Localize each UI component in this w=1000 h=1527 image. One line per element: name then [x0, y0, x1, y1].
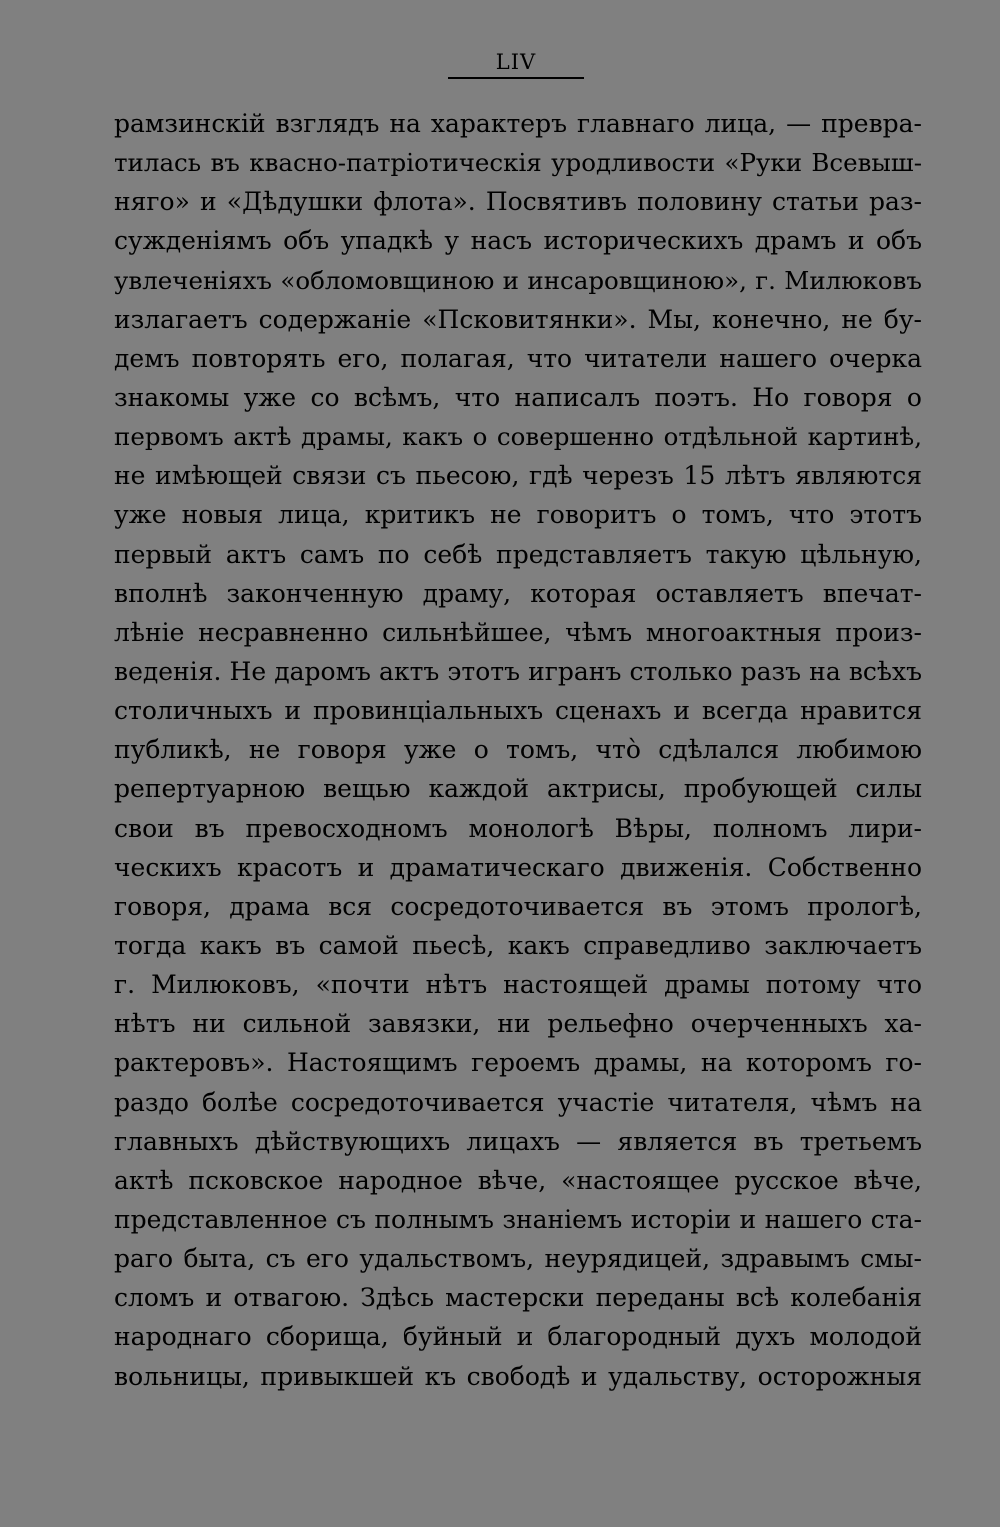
text-line: г. Милюковъ, «почти нѣтъ настоящей драмы потому что: [114, 970, 922, 1000]
header-rule: [448, 77, 584, 79]
text-line: вполнѣ законченную драму, которая оставляетъ впечат-: [114, 578, 922, 608]
text-line: уже новыя лица, критикъ не говоритъ о томъ, что этотъ: [114, 500, 922, 530]
text-line: главныхъ дѣйствующихъ лицахъ — является въ третьемъ: [114, 1126, 922, 1156]
text-line: знакомы уже со всѣмъ, что написалъ поэтъ. Но говоря о: [114, 382, 922, 412]
page-header: [448, 50, 584, 79]
text-line: веденія. Не даромъ актъ этотъ игранъ столько разъ на всѣхъ: [114, 656, 922, 686]
text-line: ческихъ красотъ и драматическаго движенія. Собственно: [114, 852, 922, 882]
text-line: свои въ превосходномъ монологѣ Вѣры, полномъ лири-: [114, 813, 922, 843]
text-line: сломъ и отвагою. Здѣсь мастерски переданы всѣ колебанія: [114, 1283, 922, 1313]
text-line: актѣ псковское народное вѣче, «настоящее русское вѣче,: [114, 1165, 922, 1195]
text-line: первый актъ самъ по себѣ представляетъ такую цѣльную,: [114, 539, 922, 569]
text-line: вольницы, привыкшей къ свободѣ и удальству, осторожныя: [114, 1361, 922, 1391]
text-line: рактеровъ». Настоящимъ героемъ драмы, на которомъ го-: [114, 1048, 922, 1078]
text-line: народнаго сборища, буйный и благородный духъ молодой: [114, 1322, 922, 1352]
text-line: раго быта, съ его удальствомъ, неурядицей, здравымъ смы-: [114, 1244, 922, 1274]
text-line: представленное съ полнымъ знаніемъ исторіи и нашего ста-: [114, 1204, 922, 1234]
text-line: няго» и «Дѣдушки флота». Посвятивъ половину статьи раз-: [114, 187, 922, 217]
text-line: демъ повторять его, полагая, что читатели нашего очерка: [114, 343, 922, 373]
text-line: рамзинскій взглядъ на характеръ главнаго лица, — превра-: [114, 109, 922, 138]
text-line: говоря, драма вся сосредоточивается въ этомъ прологѣ,: [114, 891, 922, 921]
text-line: лѣніе несравненно сильнѣйшее, чѣмъ многоактныя произ-: [114, 617, 922, 647]
body-text: [114, 104, 922, 1396]
text-line: тилась въ квасно-патріотическія уродливости «Руки Всевыш-: [114, 148, 922, 178]
text-line: нѣтъ ни сильной завязки, ни рельефно очерченныхъ ха-: [114, 1009, 922, 1039]
text-line: репертуарною вещью каждой актрисы, пробующей силы: [114, 774, 922, 804]
text-line: столичныхъ и провинціальныхъ сценахъ и всегда нравится: [114, 696, 922, 726]
page-number: LIV: [495, 50, 537, 74]
text-line: первомъ актѣ драмы, какъ о совершенно отдѣльной картинѣ,: [114, 422, 922, 452]
text-line: не имѣющей связи съ пьесою, гдѣ черезъ 15 лѣтъ являются: [114, 461, 922, 491]
text-line: публикѣ, не говоря уже о томъ, что̀ сдѣлался любимою: [114, 735, 922, 765]
text-line: раздо болѣе сосредоточивается участіе читателя, чѣмъ на: [114, 1087, 922, 1117]
text-line: тогда какъ въ самой пьесѣ, какъ справедливо заключаетъ: [114, 930, 922, 960]
text-line: увлеченіяхъ «обломовщиною и инсаровщиною», г. Милюковъ: [114, 265, 922, 295]
text-line: излагаетъ содержаніе «Псковитянки». Мы, конечно, не бу-: [114, 304, 922, 334]
text-line: сужденіямъ объ упадкѣ у насъ историческихъ драмъ и объ: [114, 226, 922, 256]
